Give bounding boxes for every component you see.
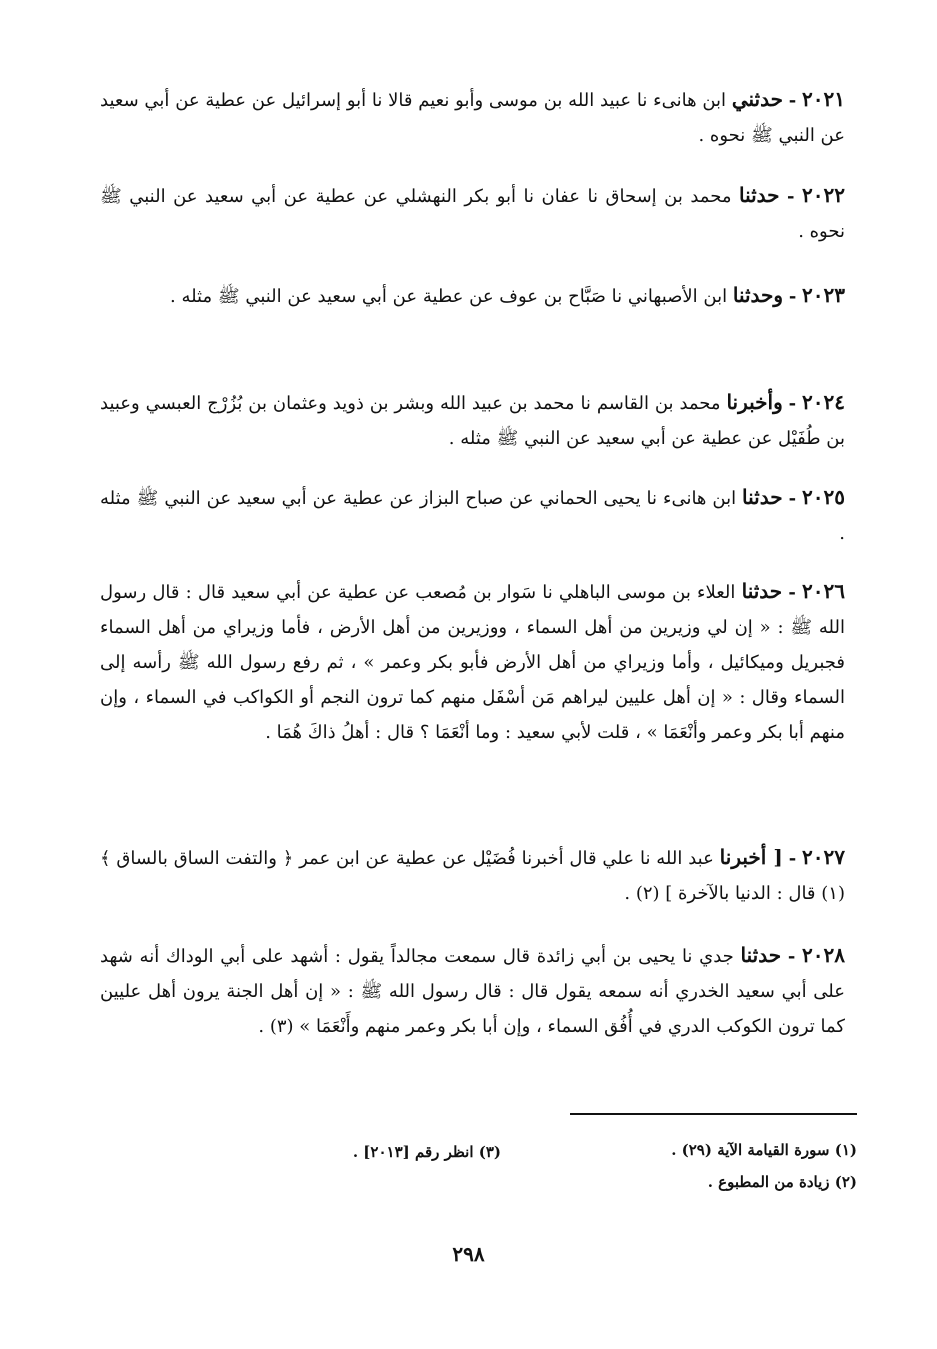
hadith-entry bbox=[100, 385, 845, 456]
hadith-entry bbox=[100, 178, 845, 249]
hadith-number: ٢٠٢٣ bbox=[802, 283, 845, 307]
hadith-text: عبد الله نا علي قال أخبرنا فُضَيْل عن عطية عن ابن عمر ﴿ والتفت الساق بالساق ﴾ (١) قال : الدنيا بالآخرة ] (٢) . bbox=[100, 848, 845, 904]
hadith-entry bbox=[100, 278, 845, 314]
hadith-text: العلاء بن موسى الباهلي نا سَوار بن مُصعب عن عطية عن أبي سعيد قال : قال رسول الله ﷺ : « إن لي وزيرين من أهل السماء ، ووزيرين من أهل الأرض ، فأما وزيراي من أهل السماء فجبريل وميكائيل ، وأما وزيراي من أهل الأرض فأبو بكر وعمر » ، ثم رفع رسول الله ﷺ رأسه إلى السماء وقال : « إن أهل عليين ليراهم مَن أسْفَل منهم كما ترون النجم أو الكواكب في السماء ، وإن منهم أبا بكر وعمر وأنْعَمَا » ، قلت لأبي سعيد : وما أنْعَمَا ؟ قال : أهلُ ذاكَ هُمَا . bbox=[100, 582, 845, 743]
dash-separator: - bbox=[788, 393, 797, 414]
narration-lead: حدثني bbox=[731, 87, 783, 111]
dash-separator: - bbox=[787, 186, 795, 207]
dash-separator: - bbox=[788, 848, 797, 869]
footnote-1: (١) سورة القيامة الآية (٢٩) . bbox=[671, 1141, 857, 1159]
hadith-text: ابن هانىء نا يحيى الحماني عن صباح البزاز عن عطية عن أبي سعيد عن النبي ﷺ مثله . bbox=[100, 488, 845, 544]
hadith-entry bbox=[100, 938, 845, 1044]
page-number: ٢٩٨ bbox=[452, 1242, 485, 1266]
hadith-entry bbox=[100, 82, 845, 153]
footnote-2: (٢) زيادة من المطبوع . bbox=[707, 1173, 857, 1191]
narration-lead: [ أخبرنا bbox=[719, 845, 783, 869]
hadith-text: ابن هانىء نا عبيد الله بن موسى وأبو نعيم قالا نا أبو إسرائيل عن عطية عن أبي سعيد عن النبي ﷺ نحوه . bbox=[100, 90, 845, 146]
hadith-number: ٢٠٢٧ bbox=[802, 845, 845, 869]
narration-lead: حدثنا bbox=[741, 579, 783, 603]
narration-lead: وأخبرنا bbox=[726, 390, 783, 414]
hadith-text: ابن الأصبهاني نا صَبَّاح بن عوف عن عطية عن أبي سعيد عن النبي ﷺ مثله . bbox=[170, 286, 728, 307]
footnote-3: (٣) انظر رقم [٢٠١٣] . bbox=[352, 1143, 501, 1161]
dash-separator: - bbox=[788, 286, 797, 307]
dash-separator: - bbox=[788, 90, 797, 111]
dash-separator: - bbox=[787, 946, 796, 967]
dash-separator: - bbox=[788, 488, 797, 509]
footnote-divider bbox=[570, 1113, 857, 1115]
narration-lead: وحدثنا bbox=[732, 283, 784, 307]
hadith-entry bbox=[100, 480, 845, 551]
narration-lead: حدثنا bbox=[738, 183, 780, 207]
hadith-text: محمد بن القاسم نا محمد بن عبيد الله وبشر بن ذويد وعثمان بن بُزُرْج العبسي وعبيد بن طُفَيْل عن عطية عن أبي سعيد عن النبي ﷺ مثله . bbox=[100, 393, 845, 449]
hadith-entry bbox=[100, 574, 845, 750]
hadith-number: ٢٠٢٤ bbox=[802, 390, 845, 414]
narration-lead: حدثنا bbox=[740, 943, 782, 967]
hadith-entry bbox=[100, 840, 845, 911]
hadith-number: ٢٠٢١ bbox=[802, 87, 845, 111]
hadith-text: جدي نا يحيى بن أبي زائدة قال سمعت مجالداً يقول : أشهد على أبي الوداك أنه شهد على أبي سعيد الخدري أنه سمعه يقول قال : قال رسول الله ﷺ : « إن أهل الجنة يرون أهل عليين كما ترون الكوكب الدري في أُفُق السماء ، وإن أبا بكر وعمر منهم وأَنْعَمَا » (٣) . bbox=[100, 946, 845, 1037]
hadith-text: محمد بن إسحاق نا عفان نا أبو بكر النهشلي عن عطية عن أبي سعيد عن النبي ﷺ نحوه . bbox=[100, 186, 845, 242]
dash-separator: - bbox=[788, 582, 796, 603]
hadith-number: ٢٠٢٨ bbox=[802, 943, 845, 967]
hadith-number: ٢٠٢٦ bbox=[802, 579, 845, 603]
hadith-number: ٢٠٢٥ bbox=[802, 485, 845, 509]
narration-lead: حدثنا bbox=[742, 485, 783, 509]
hadith-number: ٢٠٢٢ bbox=[802, 183, 845, 207]
